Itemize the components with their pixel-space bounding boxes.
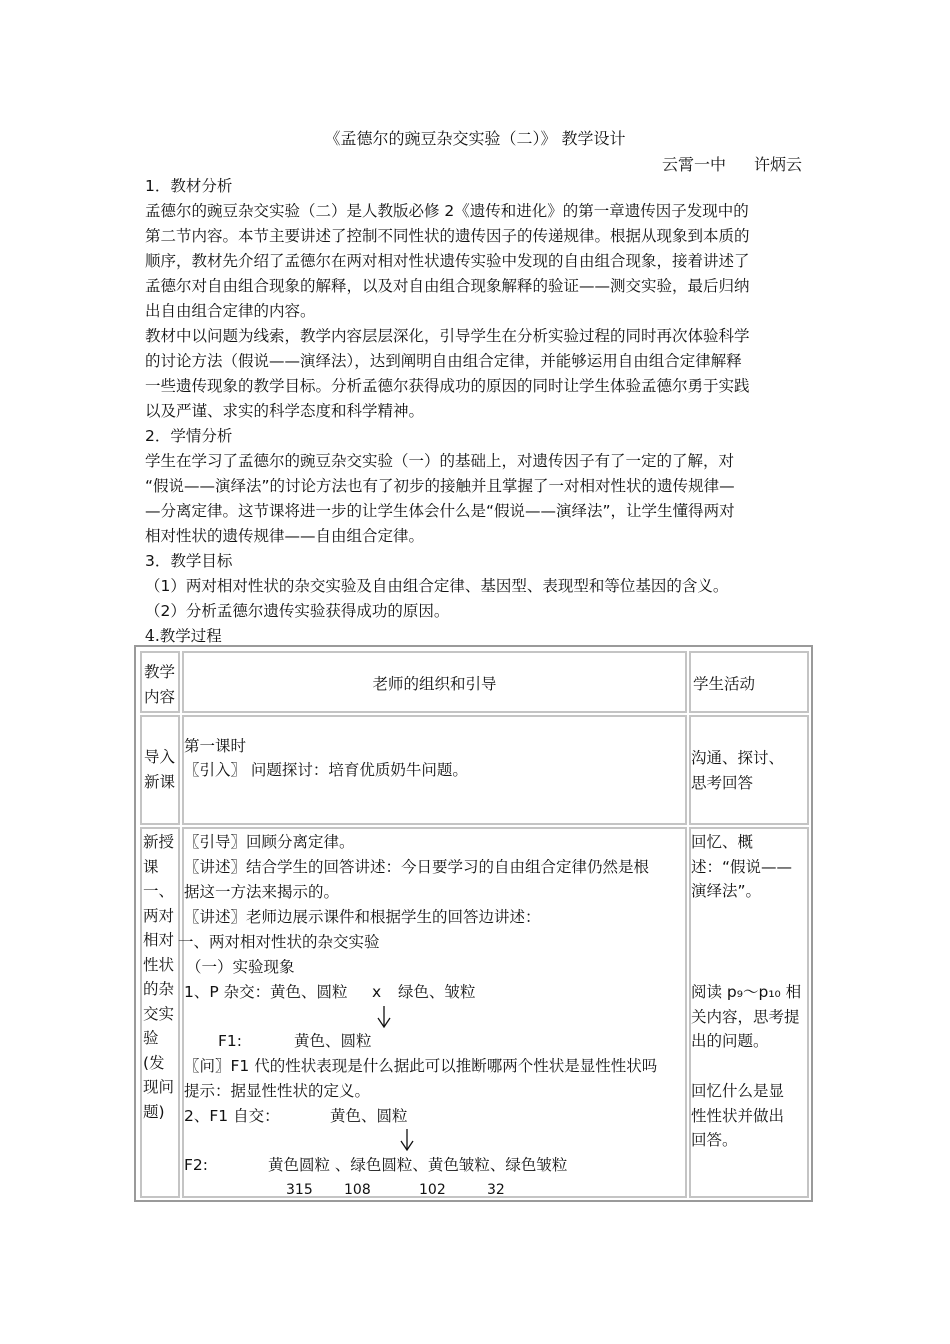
row1-teacher-line: 第一课时 xyxy=(184,737,247,755)
row1-content: 导入新课 xyxy=(144,748,176,791)
f2-label: F2: xyxy=(184,1156,208,1174)
teacher-line: 〖讲述〗老师边展示课件和根据学生的回答边讲述： xyxy=(184,908,541,926)
row2-student-cell xyxy=(689,827,809,1198)
s2-p1-line: 相对性状的遗传规律——自由组合定律。 xyxy=(145,527,425,545)
p-cross-label: 1、P 杂交： xyxy=(184,983,271,1001)
header-teacher: 老师的组织和引导 xyxy=(372,675,497,693)
row1-student-cell xyxy=(689,715,809,825)
p-cross-symbol: x xyxy=(372,983,382,1001)
section-4-heading: 4.教学过程 xyxy=(145,627,222,645)
s1-p2-line: 以及严谨、求实的科学态度和科学精神。 xyxy=(145,402,425,420)
student-activity: 回忆什么是显性性状并做出回答。 xyxy=(691,1082,785,1149)
f2-count: 315 xyxy=(286,1182,313,1198)
f1-self-label: 2、F1 自交： xyxy=(184,1107,280,1125)
author-name: 许炳云 xyxy=(754,155,803,174)
row1-content-cell xyxy=(140,715,180,825)
header-student: 学生活动 xyxy=(693,675,756,693)
s1-p2-line: 教材中以问题为线索，教学内容层层深化，引导学生在分析实验过程的同时再次体验科学 xyxy=(145,327,750,345)
s2-p1-line: —分离定律。这节课将进一步的让学生体会什么是“假说——演绎法”，让学生懂得两对 xyxy=(145,502,735,520)
teacher-question: 〖问〗F1 代的性状表现是什么据此可以推断哪两个性状是显性性状吗 xyxy=(184,1057,658,1075)
s1-p1-line: 第二节内容。本节主要讲述了控制不同性状的遗传因子的传递规律。根据从现象到本质的 xyxy=(145,227,750,245)
f1-label: F1: xyxy=(218,1032,242,1050)
f1-phenotype: 黄色、圆粒 xyxy=(294,1032,372,1050)
s1-p2-line: 的讨论方法（假说——演绎法），达到阐明自由组合定律，并能够运用自由组合定律解释 xyxy=(145,352,742,370)
down-arrow-icon xyxy=(377,1006,391,1028)
teacher-line: 据这一方法来揭示的。 xyxy=(184,883,340,901)
student-activity: 回忆、概述：“假说——演绎法”。 xyxy=(691,833,793,900)
teacher-line: 一、两对相对性状的杂交实验 xyxy=(178,933,380,951)
section-1-heading: 1．教材分析 xyxy=(145,177,233,195)
s1-p1-line: 顺序，教材先介绍了孟德尔在两对相对性状遗传实验中发现的自由组合现象，接着讲述了 xyxy=(145,252,750,270)
row2-content: 新授课 一、两对相对性状的杂交实验(发现问题) xyxy=(143,833,175,1121)
student-activity: 阅读 p₉～p₁₀ 相关内容，思考提出的问题。 xyxy=(691,983,802,1050)
section-2-heading: 2．学情分析 xyxy=(145,427,233,445)
f1-self-phenotype: 黄色、圆粒 xyxy=(330,1107,408,1125)
teacher-line: （一）实验现象 xyxy=(186,958,295,976)
s1-p2-line: 一些遗传现象的教学目标。分析孟德尔获得成功的原因的同时让学生体验孟德尔勇于实践 xyxy=(145,377,750,395)
row2-content-cell xyxy=(140,827,180,1198)
author-line xyxy=(662,152,830,175)
section-3-heading: 3．教学目标 xyxy=(145,552,233,570)
s3-item: （1）两对相对性状的杂交实验及自由组合定律、基因型、表现型和等位基因的含义。 xyxy=(145,577,729,595)
s1-p1-line: 孟德尔的豌豆杂交实验（二）是人教版必修 2《遗传和进化》的第一章遗传因子发现中的 xyxy=(145,202,749,220)
row2-teacher-cell xyxy=(178,827,687,1198)
f2-count: 108 xyxy=(344,1182,371,1198)
header-teacher-cell xyxy=(182,651,687,713)
header-student-cell xyxy=(689,651,809,713)
author-school: 云霄一中 xyxy=(662,155,727,174)
f2-count: 102 xyxy=(419,1182,446,1198)
p-cross-parent2: 绿色、皱粒 xyxy=(398,983,476,1001)
s1-p1-line: 孟德尔对自由组合现象的解释，以及对自由组合现象解释的验证——测交实验，最后归纳 xyxy=(145,277,750,295)
header-content-cell xyxy=(140,651,180,713)
f2-phenotypes: 黄色圆粒 、绿色圆粒、黄色皱粒、绿色皱粒 xyxy=(268,1156,568,1174)
row1-teacher-line: 〖引入〗 问题探讨：培育优质奶牛问题。 xyxy=(184,761,468,779)
s2-p1-line: “假说——演绎法”的讨论方法也有了初步的接触并且掌握了一对相对性状的遗传规律— xyxy=(145,477,735,495)
s2-p1-line: 学生在学习了孟德尔的豌豆杂交实验（一）的基础上，对遗传因子有了一定的了解，对 xyxy=(145,452,735,470)
s1-p1-line: 出自由组合定律的内容。 xyxy=(145,302,316,320)
down-arrow-icon xyxy=(400,1129,414,1151)
p-cross-parent1: 黄色、圆粒 xyxy=(270,983,348,1001)
teaching-process-table xyxy=(134,645,813,1202)
f2-count: 32 xyxy=(487,1182,505,1198)
s3-item: （2）分析孟德尔遗传实验获得成功的原因。 xyxy=(145,602,450,620)
teacher-hint: 提示：据显性性状的定义。 xyxy=(184,1082,371,1100)
teacher-line: 〖讲述〗结合学生的回答讲述：今日要学习的自由组合定律仍然是根 xyxy=(184,858,650,876)
row1-teacher-cell xyxy=(182,715,687,825)
row1-student: 沟通、探讨、思考回答 xyxy=(691,749,785,792)
header-content: 教学内容 xyxy=(144,663,176,706)
document-title: 《孟德尔的豌豆杂交实验（二）》 教学设计 xyxy=(324,129,626,148)
teacher-line: 〖引导〗回顾分离定律。 xyxy=(184,833,355,851)
